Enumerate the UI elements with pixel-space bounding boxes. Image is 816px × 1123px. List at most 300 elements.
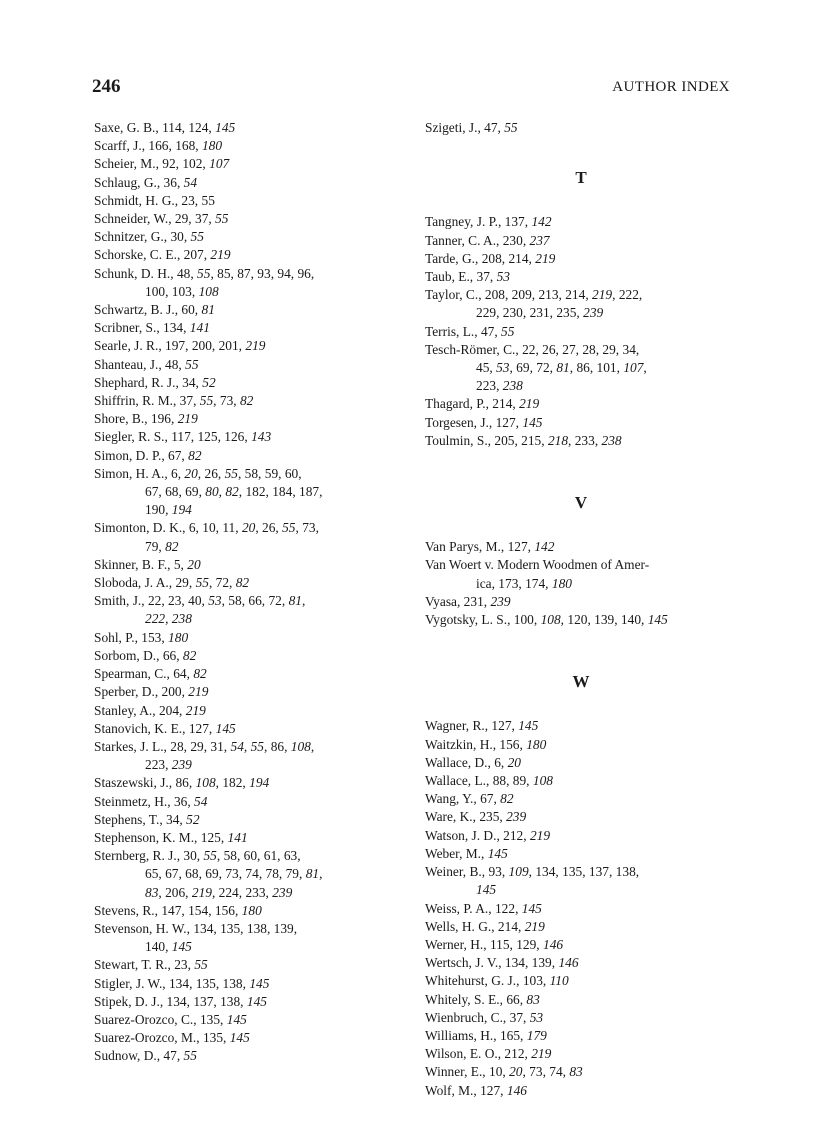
index-entry (425, 432, 737, 450)
entry-text: Weber, M., (425, 845, 488, 861)
index-section-v (425, 538, 737, 629)
entry-text: 223, (145, 757, 172, 773)
index-entry (94, 192, 412, 210)
index-entry (425, 772, 737, 790)
index-entry (94, 337, 412, 355)
index-entry (425, 1082, 737, 1100)
index-entry (425, 414, 737, 432)
index-entry (425, 341, 737, 359)
page-reference-italic: 238 (502, 378, 523, 394)
index-entry (94, 847, 412, 865)
index-entry-continuation (94, 865, 412, 883)
entry-text: , 222, (612, 287, 643, 303)
index-entry-continuation (425, 304, 737, 322)
page-reference-italic: 239 (490, 593, 511, 609)
page-reference-italic: 52 (186, 811, 200, 827)
entry-text: Simon, H. A., 6, (94, 465, 185, 481)
page-reference-italic: 180 (201, 138, 223, 154)
entry-text: , 73, 74, (522, 1064, 570, 1080)
page-reference-italic: 108 (195, 775, 216, 791)
page-reference-italic: 55 (194, 957, 208, 973)
page-reference-italic: 82 (182, 647, 197, 663)
index-entry (94, 447, 412, 465)
entry-text: Winner, E., 10, (425, 1064, 510, 1080)
entry-text: Weiss, P. A., 122, (425, 900, 522, 916)
entry-text: Scribner, S., 134, (94, 320, 190, 336)
index-entry (94, 519, 412, 537)
page-reference-italic: 219 (531, 1046, 552, 1062)
page-reference-italic: 107 (209, 156, 230, 172)
index-entry (94, 774, 412, 792)
entry-text: Stevenson, H. W., 134, 135, 138, 139, (94, 920, 298, 936)
page-reference-italic: 145 (171, 939, 192, 955)
entry-text: Van Woert v. Modern Woodmen of Amer- (425, 557, 650, 573)
index-entry (94, 174, 412, 192)
page-reference-italic: 55 (183, 1048, 197, 1064)
page-reference-italic: 82 (239, 393, 254, 409)
page-reference-italic: 145 (647, 612, 668, 628)
entry-text: Stevens, R., 147, 154, 156, (94, 902, 242, 918)
index-entry (425, 954, 737, 972)
page-reference-italic: 55 (504, 120, 518, 135)
entry-text: Ware, K., 235, (425, 809, 507, 825)
entry-text: Wolf, M., 127, (425, 1082, 507, 1098)
entry-text: Scarff, J., 166, 168, (94, 138, 202, 154)
index-entry (94, 665, 412, 683)
index-entry (94, 137, 412, 155)
page-reference-italic: 239 (171, 757, 192, 773)
page-reference-italic: 146 (543, 936, 564, 952)
index-entry (425, 556, 737, 574)
page-reference-italic: 55 (203, 848, 217, 864)
entry-text: , (243, 738, 251, 754)
entry-text: Simon, D. P., 67, (94, 447, 189, 463)
entry-text: ica, 173, 174, (476, 575, 552, 591)
page-reference-italic: 219 (535, 250, 556, 266)
page-reference-italic: 107 (623, 360, 644, 376)
entry-text: Schmidt, H. G., 23, 55 (94, 192, 215, 208)
index-entry-continuation (94, 283, 412, 301)
index-entry-continuation (94, 938, 412, 956)
page-reference-italic: 146 (506, 1082, 527, 1098)
entry-text: , 58, 66, 72, (221, 593, 289, 609)
entry-text: Sohl, P., 153, (94, 629, 169, 645)
page-reference-italic: 142 (531, 214, 552, 230)
index-entry (94, 1047, 412, 1065)
page-reference-italic: 219 (185, 702, 206, 718)
index-entry (425, 808, 737, 826)
entry-text: Weiner, B., 93, (425, 864, 509, 880)
entry-text: Shephard, R. J., 34, (94, 374, 203, 390)
index-entry-continuation (94, 483, 412, 501)
index-entry (94, 793, 412, 811)
index-entry (94, 629, 412, 647)
page-number: 246 (92, 76, 121, 97)
page-reference-italic: 239 (272, 884, 293, 900)
index-entry (425, 538, 737, 556)
entry-text: , 26, (197, 465, 225, 481)
page-reference-italic: 145 (215, 720, 236, 736)
page-reference-italic: 219 (519, 396, 540, 412)
page-reference-italic: 179 (526, 1027, 547, 1043)
entry-text: , 58, 59, 60, (237, 465, 302, 481)
index-entry (425, 1063, 737, 1081)
index-entry (425, 936, 737, 954)
entry-text: , 233, (568, 432, 602, 448)
index-entry (425, 593, 737, 611)
index-entry-continuation (425, 377, 737, 395)
page-reference-italic: 55 (190, 229, 204, 245)
page-reference-italic: 53 (208, 593, 222, 609)
page-reference-italic: 145 (249, 975, 270, 991)
entry-text: Vyasa, 231, (425, 593, 491, 609)
section-letter-t: T (575, 168, 587, 188)
entry-text: , (310, 738, 315, 754)
entry-text: Szigeti, J., 47, (425, 120, 505, 135)
entry-text: , 182, (215, 775, 250, 791)
page-reference-italic: 52 (202, 374, 216, 390)
entry-text: 190, (145, 502, 172, 518)
entry-text: Tanner, C. A., 230, (425, 232, 530, 248)
entry-text: Shore, B., 196, (94, 411, 178, 427)
page-reference-italic: 108 (532, 773, 553, 789)
entry-text: , 120, 139, 140, (560, 612, 648, 628)
page-reference-italic: 81 (288, 593, 302, 609)
index-entry (94, 301, 412, 319)
index-entry (94, 811, 412, 829)
entry-text: Sperber, D., 200, (94, 684, 189, 700)
page-reference-italic: 55 (215, 211, 229, 227)
page-reference-italic: 55 (250, 738, 264, 754)
entry-text: Staszewski, J., 86, (94, 775, 196, 791)
entry-text: Wagner, R., 127, (425, 718, 519, 734)
page-reference-italic: 20 (187, 556, 201, 572)
index-entry (425, 395, 737, 413)
index-entry (94, 265, 412, 283)
index-entry (425, 918, 737, 936)
index-entry (94, 228, 412, 246)
page-reference-italic: 82 (225, 484, 239, 500)
page-reference-italic: 180 (168, 629, 189, 645)
entry-text: Wang, Y., 67, (425, 791, 501, 807)
entry-text: , 73, (213, 393, 240, 409)
page-reference-italic: 108 (290, 738, 311, 754)
page-reference-italic: 55 (195, 575, 209, 591)
index-entry (425, 972, 737, 990)
page-reference-italic: 55 (501, 323, 515, 339)
entry-text: Thagard, P., 214, (425, 396, 520, 412)
entry-text: Stipek, D. J., 134, 137, 138, (94, 993, 247, 1009)
page-reference-italic: 222 (145, 611, 166, 627)
page-reference-italic: 238 (171, 611, 192, 627)
page-reference-italic: 81 (556, 360, 570, 376)
index-entry (425, 250, 737, 268)
entry-text: Stephenson, K. M., 125, (94, 829, 228, 845)
index-entry (94, 993, 412, 1011)
entry-text: Wilson, E. O., 212, (425, 1046, 532, 1062)
page-reference-italic: 80 (205, 484, 219, 500)
entry-text: , (165, 611, 172, 627)
page-reference-italic: 145 (518, 718, 539, 734)
entry-text: Schunk, D. H., 48, (94, 265, 198, 281)
entry-text: Terris, L., 47, (425, 323, 502, 339)
entry-text: Stewart, T. R., 23, (94, 957, 195, 973)
entry-text: Stigler, J. W., 134, 135, 138, (94, 975, 250, 991)
page-reference-italic: 54 (230, 738, 244, 754)
entry-text: Schlaug, G., 36, (94, 174, 184, 190)
index-entry (94, 246, 412, 264)
page-reference-italic: 20 (184, 465, 198, 481)
index-entry (425, 232, 737, 250)
entry-text: , (218, 484, 226, 500)
page-reference-italic: 109 (508, 864, 529, 880)
index-entry-continuation (94, 884, 412, 902)
index-entry (94, 975, 412, 993)
entry-text: , (319, 866, 323, 882)
page-reference-italic: 145 (476, 882, 497, 898)
entry-text: 229, 230, 231, 235, (476, 305, 584, 321)
index-entry (425, 863, 737, 881)
entry-text: 100, 103, (145, 283, 199, 299)
entry-text: , 26, (255, 520, 283, 536)
index-column-left (94, 119, 412, 1066)
entry-text: Sudnow, D., 47, (94, 1048, 184, 1064)
index-entry (425, 268, 737, 286)
page-reference-italic: 55 (199, 393, 214, 409)
entry-text: Siegler, R. S., 117, 125, 126, (94, 429, 252, 445)
page-reference-italic: 194 (249, 775, 270, 791)
page-reference-italic: 145 (226, 1011, 247, 1027)
page-reference-italic: 54 (194, 793, 208, 809)
page-reference-italic: 83 (526, 991, 540, 1007)
page-reference-italic: 82 (165, 538, 179, 554)
index-entry (425, 736, 737, 754)
page-reference-italic: 83 (569, 1064, 583, 1080)
entry-text: , 86, (264, 738, 291, 754)
entry-text: Wallace, L., 88, 89, (425, 773, 533, 789)
entry-text: Stanovich, K. E., 127, (94, 720, 216, 736)
index-entry-continuation (94, 538, 412, 556)
entry-text: 140, (145, 939, 172, 955)
index-entry (94, 920, 412, 938)
page-reference-italic: 219 (592, 287, 613, 303)
index-entry (425, 286, 737, 304)
entry-text: Schnitzer, G., 30, (94, 229, 191, 245)
index-entry (94, 1029, 412, 1047)
entry-text: , 206, (158, 884, 192, 900)
page-reference-italic: 239 (583, 305, 604, 321)
index-entry (94, 210, 412, 228)
entry-text: Williams, H., 165, (425, 1027, 527, 1043)
index-entry-continuation (94, 610, 412, 628)
entry-text: 79, (145, 538, 166, 554)
entry-text: Sorbom, D., 66, (94, 647, 183, 663)
index-entry (94, 720, 412, 738)
page-reference-italic: 180 (551, 575, 572, 591)
entry-text: Scheier, M., 92, 102, (94, 156, 210, 172)
entry-text: Shiffrin, R. M., 37, (94, 393, 200, 409)
page-reference-italic: 110 (549, 973, 569, 989)
entry-text: , 85, 87, 93, 94, 96, (210, 265, 315, 281)
entry-text: Starkes, J. L., 28, 29, 31, (94, 738, 231, 754)
page-reference-italic: 141 (227, 829, 248, 845)
page-reference-italic: 219 (210, 247, 231, 263)
index-entry (94, 392, 412, 410)
page-reference-italic: 218 (547, 432, 569, 448)
page-reference-italic: 55 (185, 356, 199, 372)
page-reference-italic: 141 (189, 320, 210, 336)
entry-text: Stanley, A., 204, (94, 702, 186, 718)
index-entry-continuation (425, 359, 737, 377)
page-reference-italic: 55 (197, 265, 211, 281)
page-reference-italic: 145 (522, 414, 543, 430)
index-entry (425, 717, 737, 735)
page-reference-italic: 55 (282, 520, 296, 536)
index-section-t (425, 213, 737, 450)
entry-text: Taylor, C., 208, 209, 213, 214, (425, 287, 593, 303)
page-reference-italic: 145 (229, 1030, 250, 1046)
page-reference-italic: 82 (235, 575, 250, 591)
index-section-w (425, 717, 737, 1099)
page-reference-italic: 219 (245, 338, 266, 354)
entry-text: 45, (476, 360, 497, 376)
entry-text: , 224, 233, (211, 884, 273, 900)
index-entry (94, 410, 412, 428)
entry-text: , (643, 360, 647, 376)
entry-text: , 58, 60, 61, 63, (216, 848, 301, 864)
entry-text: Simonton, D. K., 6, 10, 11, (94, 520, 242, 536)
index-entry (94, 465, 412, 483)
index-entry (425, 323, 737, 341)
index-entry (425, 1027, 737, 1045)
entry-text: , 73, (295, 520, 319, 536)
page-reference-italic: 146 (558, 955, 579, 971)
entry-text: Whitehurst, G. J., 103, (425, 973, 550, 989)
entry-text: Saxe, G. B., 114, 124, (94, 120, 216, 135)
page-reference-italic: 82 (193, 666, 207, 682)
page-reference-italic: 239 (506, 809, 527, 825)
page-reference-italic: 145 (521, 900, 542, 916)
page-reference-italic: 180 (526, 736, 547, 752)
index-entry (425, 1045, 737, 1063)
page-reference-italic: 180 (241, 902, 262, 918)
entry-text: Vygotsky, L. S., 100, (425, 612, 541, 628)
page-reference-italic: 145 (487, 845, 508, 861)
page-reference-italic: 237 (529, 232, 550, 248)
section-letter-w: W (572, 672, 590, 692)
page-reference-italic: 219 (191, 884, 212, 900)
entry-text: Waitzkin, H., 156, (425, 736, 527, 752)
entry-text: Watson, J. D., 212, (425, 827, 530, 843)
entry-text: Torgesen, J., 127, (425, 414, 523, 430)
entry-text: , 72, (208, 575, 236, 591)
index-entry (425, 900, 737, 918)
entry-text: Van Parys, M., 127, (425, 539, 535, 555)
page-reference-italic: 143 (251, 429, 272, 445)
section-letter-v: V (574, 493, 588, 513)
index-column-right (425, 119, 737, 1100)
index-entry (94, 155, 412, 173)
entry-text: Steinmetz, H., 36, (94, 793, 195, 809)
entry-text: , 86, 101, (569, 360, 624, 376)
index-entry (94, 428, 412, 446)
entry-text: Spearman, C., 64, (94, 666, 194, 682)
entry-text: Taub, E., 37, (425, 269, 497, 285)
page-reference-italic: 219 (524, 918, 545, 934)
entry-text: Wells, H. G., 214, (425, 918, 525, 934)
entry-text: Sloboda, J. A., 29, (94, 575, 196, 591)
entry-text: Tesch-Römer, C., 22, 26, 27, 28, 29, 34, (425, 341, 640, 357)
index-entry (94, 647, 412, 665)
index-entry (425, 611, 737, 629)
entry-text: Searle, J. R., 197, 200, 201, (94, 338, 246, 354)
index-entry (94, 956, 412, 974)
entry-text: Werner, H., 115, 129, (425, 936, 544, 952)
index-entry (425, 790, 737, 808)
page-reference-italic: 82 (188, 447, 202, 463)
page-reference-italic: 145 (215, 120, 236, 135)
page-reference-italic: 20 (507, 754, 521, 770)
entry-text: Skinner, B. F., 5, (94, 556, 188, 572)
page-reference-italic: 55 (224, 465, 238, 481)
entry-text: 65, 67, 68, 69, 73, 74, 78, 79, (145, 866, 306, 882)
index-entry (425, 1009, 737, 1027)
index-entry (425, 119, 737, 137)
page-reference-italic: 81 (305, 866, 320, 882)
entry-text: Shanteau, J., 48, (94, 356, 186, 372)
entry-text: , 69, 72, (509, 360, 557, 376)
index-section-s (425, 119, 737, 137)
page-reference-italic: 54 (183, 174, 198, 190)
entry-text: Suarez-Orozco, M., 135, (94, 1030, 230, 1046)
page-reference-italic: 20 (509, 1064, 523, 1080)
entry-text: Smith, J., 22, 23, 40, (94, 593, 209, 609)
entry-text: Schorske, C. E., 207, (94, 247, 211, 263)
entry-text: Stephens, T., 34, (94, 811, 187, 827)
page-reference-italic: 53 (496, 360, 510, 376)
page-reference-italic: 142 (534, 539, 555, 555)
index-entry (425, 754, 737, 772)
page-reference-italic: 108 (540, 612, 561, 628)
index-entry (425, 845, 737, 863)
entry-text: Sternberg, R. J., 30, (94, 848, 204, 864)
page-reference-italic: 145 (246, 993, 267, 1009)
entry-text: 223, (476, 378, 503, 394)
index-entry (425, 213, 737, 231)
entry-text: Whitely, S. E., 66, (425, 991, 527, 1007)
page-reference-italic: 219 (177, 411, 198, 427)
entry-text: Toulmin, S., 205, 215, (425, 432, 548, 448)
index-entry (94, 374, 412, 392)
entry-text: Tarde, G., 208, 214, (425, 250, 536, 266)
index-entry (94, 319, 412, 337)
index-entry (425, 827, 737, 845)
page-reference-italic: 238 (601, 432, 622, 448)
running-head: AUTHOR INDEX (612, 79, 730, 95)
index-entry (425, 991, 737, 1009)
page-reference-italic: 81 (201, 302, 215, 318)
index-entry (94, 683, 412, 701)
entry-text: Wallace, D., 6, (425, 754, 508, 770)
page-reference-italic: 194 (171, 502, 192, 518)
index-entry-continuation (94, 756, 412, 774)
index-entry (94, 702, 412, 720)
index-entry (94, 592, 412, 610)
index-entry (94, 738, 412, 756)
entry-text: Suarez-Orozco, C., 135, (94, 1011, 227, 1027)
index-entry (94, 829, 412, 847)
page-reference-italic: 219 (188, 684, 209, 700)
